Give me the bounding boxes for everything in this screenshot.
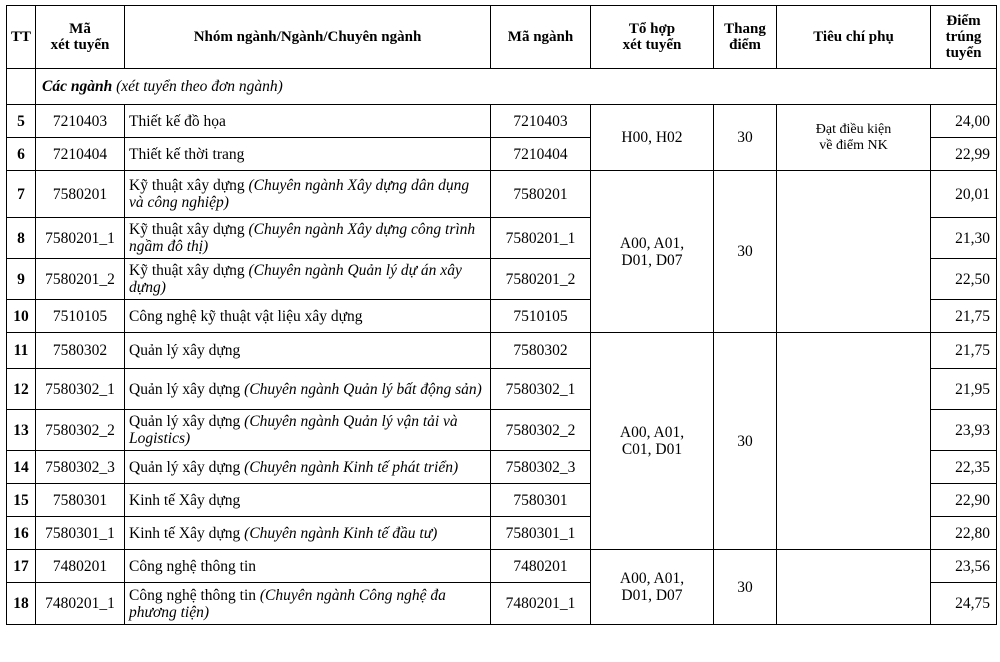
row-tt: 18 bbox=[7, 583, 36, 625]
row-nganh-name bbox=[125, 369, 491, 410]
group-to-hop bbox=[591, 333, 714, 550]
group-to-hop-line2: C01, D01 bbox=[621, 441, 683, 458]
row-tt: 10 bbox=[7, 300, 36, 333]
row-diem-trung-tuyen: 23,93 bbox=[931, 410, 997, 451]
row-diem-trung-tuyen: 23,56 bbox=[931, 550, 997, 583]
header-diem-trung-tuyen bbox=[931, 6, 997, 69]
row-tt: 16 bbox=[7, 517, 36, 550]
group-to-hop-line2: D01, D07 bbox=[621, 251, 683, 269]
group-to-hop-line1: A00, A01, bbox=[619, 570, 685, 587]
section-row bbox=[7, 69, 997, 105]
row-nganh-name bbox=[125, 333, 491, 369]
row-ma-xet-tuyen: 7580201_2 bbox=[36, 259, 125, 300]
row-tt: 17 bbox=[7, 550, 36, 583]
table-row bbox=[7, 550, 997, 583]
admission-score-table bbox=[6, 5, 997, 625]
group-thang-diem: 30 bbox=[714, 333, 777, 550]
group-tieu-chi-line2: về điểm NK bbox=[819, 137, 888, 153]
header-thang-line1: Thang bbox=[724, 21, 766, 37]
row-ma-nganh: 7210403 bbox=[491, 105, 591, 138]
row-nganh-name bbox=[125, 138, 491, 171]
header-thang-line2: điểm bbox=[729, 37, 761, 53]
header-nhom-nganh: Nhóm ngành/Ngành/Chuyên ngành bbox=[125, 6, 491, 69]
group-to-hop bbox=[591, 550, 714, 625]
row-nganh-main: Thiết kế đồ họa bbox=[129, 112, 226, 130]
row-chuyen-nganh: (Chuyên ngành Kinh tế đầu tư) bbox=[244, 524, 438, 542]
row-ma-xet-tuyen: 7480201 bbox=[36, 550, 125, 583]
group-thang-diem: 30 bbox=[714, 105, 777, 171]
row-ma-xet-tuyen: 7210403 bbox=[36, 105, 125, 138]
header-ma-nganh: Mã ngành bbox=[491, 6, 591, 69]
group-thang-diem: 30 bbox=[714, 171, 777, 333]
row-chuyen-nganh: (Chuyên ngành Công nghệ đa phương tiện) bbox=[129, 586, 446, 621]
row-tt: 5 bbox=[7, 105, 36, 138]
row-ma-xet-tuyen: 7580301 bbox=[36, 484, 125, 517]
header-to-hop-line2: xét tuyển bbox=[622, 37, 682, 53]
table-row bbox=[7, 333, 997, 369]
row-ma-nganh: 7580302_2 bbox=[491, 410, 591, 451]
row-ma-nganh: 7580201 bbox=[491, 171, 591, 218]
row-ma-nganh: 7510105 bbox=[491, 300, 591, 333]
row-nganh-main: Thiết kế thời trang bbox=[129, 145, 245, 163]
row-nganh-main: Kinh tế Xây dựng bbox=[129, 491, 241, 509]
row-nganh-main: Quản lý xây dựng bbox=[129, 342, 241, 359]
row-nganh-main: Kỹ thuật xây dựng bbox=[129, 262, 249, 279]
section-spacer bbox=[7, 69, 36, 105]
row-ma-nganh: 7580302 bbox=[491, 333, 591, 369]
row-tt: 8 bbox=[7, 218, 36, 259]
row-tt: 9 bbox=[7, 259, 36, 300]
row-diem-trung-tuyen: 24,00 bbox=[931, 105, 997, 138]
row-ma-nganh: 7580301 bbox=[491, 484, 591, 517]
row-nganh-name bbox=[125, 171, 491, 218]
header-to-hop-line1: Tổ hợp bbox=[628, 21, 676, 37]
row-ma-xet-tuyen: 7580302 bbox=[36, 333, 125, 369]
row-chuyen-nganh: (Chuyên ngành Kinh tế phát triển) bbox=[244, 458, 459, 476]
row-nganh-main: Kỹ thuật xây dựng bbox=[129, 221, 249, 238]
row-tt: 12 bbox=[7, 369, 36, 410]
group-tieu-chi-phu bbox=[777, 105, 931, 171]
row-diem-trung-tuyen: 22,90 bbox=[931, 484, 997, 517]
row-ma-xet-tuyen: 7580302_3 bbox=[36, 451, 125, 484]
section-title-rest: (xét tuyển theo đơn ngành) bbox=[112, 78, 283, 95]
header-diem-line2: trúng bbox=[945, 29, 982, 45]
row-nganh-name bbox=[125, 583, 491, 625]
row-nganh-name bbox=[125, 218, 491, 259]
row-nganh-main: Quản lý xây dựng bbox=[129, 458, 245, 476]
row-tt: 11 bbox=[7, 333, 36, 369]
group-to-hop-line2: D01, D07 bbox=[621, 587, 683, 604]
row-ma-xet-tuyen: 7480201_1 bbox=[36, 583, 125, 625]
row-ma-xet-tuyen: 7580301_1 bbox=[36, 517, 125, 550]
row-nganh-main: Công nghệ thông tin bbox=[129, 586, 260, 604]
row-diem-trung-tuyen: 22,50 bbox=[931, 259, 997, 300]
row-diem-trung-tuyen: 22,35 bbox=[931, 451, 997, 484]
header-tt: TT bbox=[7, 6, 36, 69]
row-nganh-main: Quản lý xây dựng bbox=[129, 380, 245, 398]
table-row bbox=[7, 105, 997, 138]
group-tieu-chi-phu bbox=[777, 550, 931, 625]
row-tt: 6 bbox=[7, 138, 36, 171]
row-nganh-main: Công nghệ kỹ thuật vật liệu xây dựng bbox=[129, 307, 363, 325]
row-nganh-main: Quản lý xây dựng bbox=[129, 413, 245, 430]
row-ma-nganh: 7580201_1 bbox=[491, 218, 591, 259]
group-tieu-chi-phu bbox=[777, 171, 931, 333]
row-diem-trung-tuyen: 22,80 bbox=[931, 517, 997, 550]
row-ma-nganh: 7580302_3 bbox=[491, 451, 591, 484]
table-row bbox=[7, 171, 997, 218]
row-nganh-main: Kinh tế Xây dựng bbox=[129, 524, 245, 542]
row-diem-trung-tuyen: 21,75 bbox=[931, 300, 997, 333]
group-to-hop-line1: A00, A01, bbox=[619, 424, 685, 441]
group-tieu-chi-line1: Đạt điều kiện bbox=[815, 121, 892, 137]
row-nganh-name bbox=[125, 300, 491, 333]
row-ma-xet-tuyen: 7580201_1 bbox=[36, 218, 125, 259]
header-diem-line3: tuyển bbox=[945, 45, 982, 61]
row-ma-xet-tuyen: 7210404 bbox=[36, 138, 125, 171]
row-nganh-main: Công nghệ thông tin bbox=[129, 557, 257, 575]
row-nganh-name bbox=[125, 410, 491, 451]
row-diem-trung-tuyen: 20,01 bbox=[931, 171, 997, 218]
group-to-hop-line1: H00, H02 bbox=[621, 129, 683, 146]
row-tt: 13 bbox=[7, 410, 36, 451]
header-diem-line1: Điểm bbox=[946, 13, 981, 29]
group-tieu-chi-phu bbox=[777, 333, 931, 550]
row-ma-nganh: 7580302_1 bbox=[491, 369, 591, 410]
row-ma-xet-tuyen: 7510105 bbox=[36, 300, 125, 333]
row-nganh-main: Kỹ thuật xây dựng bbox=[129, 177, 249, 194]
header-ma-xet-tuyen bbox=[36, 6, 125, 69]
row-nganh-name bbox=[125, 259, 491, 300]
row-chuyen-nganh: (Chuyên ngành Xây dựng công trình ngầm đô thị) bbox=[129, 221, 476, 255]
row-diem-trung-tuyen: 21,75 bbox=[931, 333, 997, 369]
row-ma-nganh: 7580201_2 bbox=[491, 259, 591, 300]
row-ma-xet-tuyen: 7580302_2 bbox=[36, 410, 125, 451]
header-ma-xet-tuyen-line2: xét tuyển bbox=[50, 37, 110, 53]
row-nganh-name bbox=[125, 517, 491, 550]
group-thang-diem: 30 bbox=[714, 550, 777, 625]
row-diem-trung-tuyen: 24,75 bbox=[931, 583, 997, 625]
header-tieu-chi-phu: Tiêu chí phụ bbox=[777, 6, 931, 69]
header-to-hop bbox=[591, 6, 714, 69]
row-ma-xet-tuyen: 7580302_1 bbox=[36, 369, 125, 410]
row-ma-nganh: 7210404 bbox=[491, 138, 591, 171]
group-to-hop-line1: A00, A01, bbox=[619, 234, 685, 252]
row-nganh-name bbox=[125, 550, 491, 583]
group-to-hop bbox=[591, 171, 714, 333]
row-ma-nganh: 7480201_1 bbox=[491, 583, 591, 625]
row-tt: 14 bbox=[7, 451, 36, 484]
row-tt: 15 bbox=[7, 484, 36, 517]
group-to-hop bbox=[591, 105, 714, 171]
row-nganh-name bbox=[125, 451, 491, 484]
row-nganh-name bbox=[125, 484, 491, 517]
header-row bbox=[7, 6, 997, 69]
row-ma-nganh: 7480201 bbox=[491, 550, 591, 583]
row-chuyen-nganh: (Chuyên ngành Quản lý bất động sản) bbox=[244, 380, 482, 398]
row-nganh-name bbox=[125, 105, 491, 138]
row-chuyen-nganh: (Chuyên ngành Xây dựng dân dụng và công nghiệp) bbox=[129, 177, 470, 211]
row-diem-trung-tuyen: 21,30 bbox=[931, 218, 997, 259]
section-title-bold: Các ngành bbox=[42, 78, 113, 95]
section-title bbox=[36, 69, 997, 105]
row-diem-trung-tuyen: 21,95 bbox=[931, 369, 997, 410]
row-ma-nganh: 7580301_1 bbox=[491, 517, 591, 550]
row-diem-trung-tuyen: 22,99 bbox=[931, 138, 997, 171]
row-tt: 7 bbox=[7, 171, 36, 218]
row-ma-xet-tuyen: 7580201 bbox=[36, 171, 125, 218]
row-chuyen-nganh: (Chuyên ngành Quản lý dự án xây dựng) bbox=[129, 262, 462, 296]
header-thang-diem bbox=[714, 6, 777, 69]
header-ma-xet-tuyen-line1: Mã bbox=[69, 21, 91, 37]
row-chuyen-nganh: (Chuyên ngành Quản lý vận tải và Logistics) bbox=[129, 413, 458, 447]
